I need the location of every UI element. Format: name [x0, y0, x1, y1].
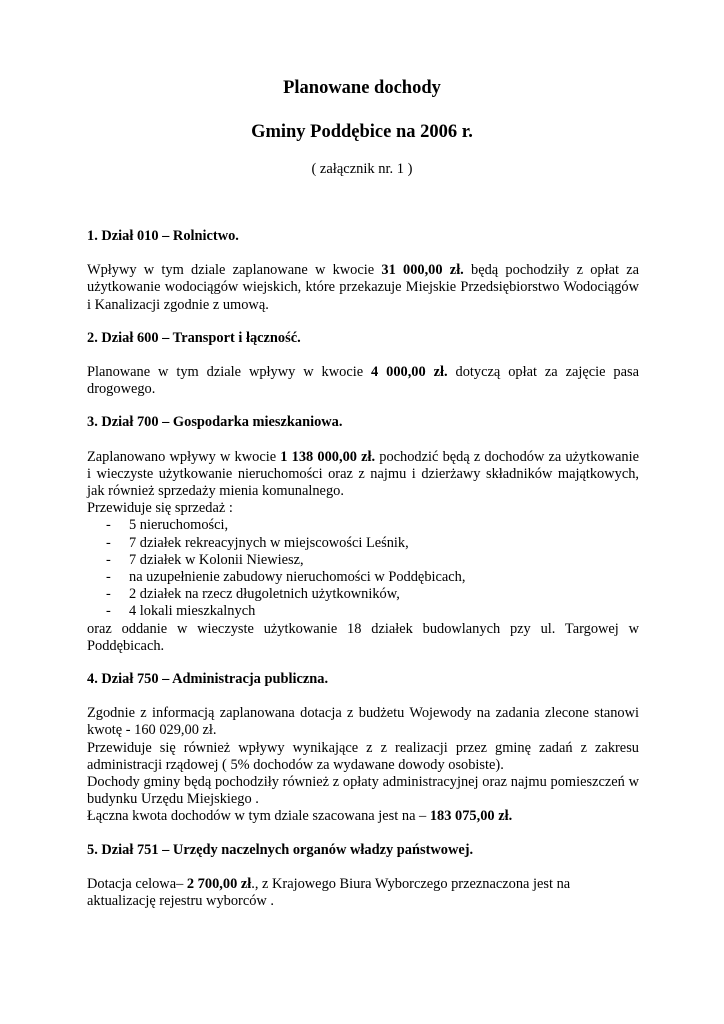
section-paragraph — [87, 449, 639, 501]
section-paragraph: Dochody gminy będą pochodziły również z opłaty administracyjnej oraz najmu pomieszczeń w budynku Urzędu Miejskiego . — [87, 774, 639, 808]
section-750 — [87, 671, 639, 826]
section-heading: 1. Dział 010 – Rolnictwo. — [87, 228, 239, 244]
amount: 2 700,00 zł — [186, 875, 252, 892]
section-heading: 3. Dział 700 – Gospodarka mieszkaniowa. — [87, 414, 343, 431]
list-item: - 7 działek w Kolonii Niewiesz, — [87, 552, 639, 569]
list-item: - 2 działek na rzecz długoletnich użytkowników, — [87, 586, 639, 603]
text-run: ., z Krajowego Biura Wyborczego przeznaczona jest na aktualizację rejestru wyborców . — [87, 875, 571, 910]
amount: 4 000,00 zł. — [371, 364, 448, 381]
sale-list — [87, 517, 639, 620]
section-600 — [87, 330, 639, 399]
total-amount-line — [87, 808, 639, 825]
section-paragraph — [87, 876, 639, 910]
section-heading: 2. Dział 600 – Transport i łączność. — [87, 329, 301, 346]
sale-intro: Przewiduje się sprzedaż : — [87, 500, 233, 517]
text-run: Łączna kwota dochodów w tym dziale szacowana jest na – — [87, 808, 430, 825]
section-heading: 4. Dział 750 – Administracja publiczna. — [87, 671, 329, 688]
list-item: - na uzupełnienie zabudowy nieruchomości w Poddębicach, — [87, 569, 639, 586]
document-title: Planowane dochody — [283, 78, 441, 98]
amount: 31 000,00 zł. — [381, 262, 464, 279]
section-heading: 5. Dział 751 – Urzędy naczelnych organów władzy państwowej. — [87, 841, 474, 858]
text-run: będą pochodziły z opłat za użytkowanie wodociągów wiejskich, które przekazuje Miejskie Przedsiębiorstwo Wodociągów i Kanalizacji zgodnie z umową. — [87, 262, 639, 313]
section-700 — [87, 414, 639, 655]
text-run: Planowane w tym dziale wpływy w kwocie — [87, 364, 372, 381]
section-010 — [87, 228, 639, 314]
text-run: Wpływy w tym dziale zaplanowane w kwocie — [87, 262, 382, 279]
text-run: pochodzić będą z dochodów za użytkowanie i wieczyste użytkowanie nieruchomości oraz z najmu i dzierżawy składników majątkowych, jak również sprzedaży mienia komunalnego. — [87, 448, 640, 500]
text-run: Dotacja celowa– — [87, 875, 187, 892]
list-item: - 7 działek rekreacyjnych w miejscowości Leśnik, — [87, 535, 639, 552]
document-body — [87, 228, 639, 926]
section-paragraph: Zgodnie z informacją zaplanowana dotacja z budżetu Wojewody na zadania zlecone stanowi kwotę - 160 029,00 zł. — [87, 705, 639, 739]
text-run: dotyczą opłat za zajęcie pasa drogowego. — [87, 364, 639, 398]
section-paragraph: oraz oddanie w wieczyste użytkowanie 18 działek budowlanych pzy ul. Targowej w Poddębicach. — [87, 620, 639, 654]
document-subtitle-municipality: Gminy Poddębice na 2006 r. — [251, 122, 473, 142]
section-paragraph — [87, 364, 639, 398]
attachment-label: ( załącznik nr. 1 ) — [311, 161, 413, 177]
section-751 — [87, 842, 639, 911]
list-item: - 4 lokali mieszkalnych — [87, 603, 639, 620]
section-paragraph: Przewiduje się również wpływy wynikające z z realizacji przez gminę zadań z zakresu administracji rządowej ( 5% dochodów za wydawane dowody osobiste). — [87, 739, 639, 773]
section-paragraph — [87, 262, 639, 314]
amount: 183 075,00 zł. — [429, 808, 513, 825]
amount: 1 138 000,00 zł. — [280, 448, 376, 465]
list-item: - 5 nieruchomości, — [87, 517, 639, 534]
text-run: Zaplanowano wpływy w kwocie — [87, 448, 281, 465]
